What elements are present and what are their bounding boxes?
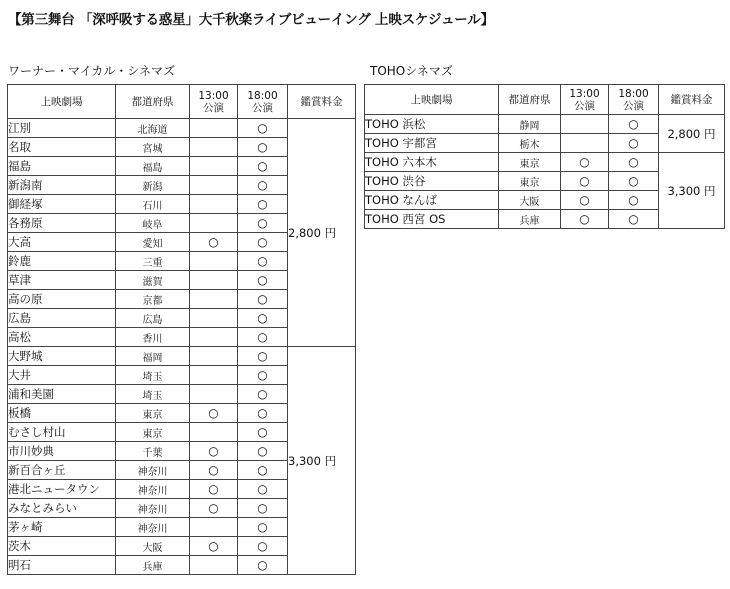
- show-1800-cell: [609, 115, 659, 134]
- show-1300-cell: [190, 271, 238, 290]
- header-theater: 上映劇場: [365, 85, 499, 115]
- show-1800-cell: [238, 366, 288, 385]
- price-cell: 2,800 円: [659, 115, 725, 153]
- table-header-row: [8, 85, 356, 119]
- available-circle-icon: ○: [628, 155, 639, 169]
- show-1800-cell: [238, 176, 288, 195]
- prefecture: 神奈川: [116, 461, 190, 480]
- show-1800-cell: [238, 252, 288, 271]
- show-1800-cell: [609, 134, 659, 153]
- show-1300-cell: [190, 499, 238, 518]
- show-1300-cell: [190, 385, 238, 404]
- prefecture: 栃木: [499, 134, 561, 153]
- show-1300-cell: [190, 119, 238, 138]
- available-circle-icon: ○: [257, 273, 268, 287]
- available-circle-icon: ○: [579, 212, 590, 226]
- page-title: 【第三舞台 「深呼吸する惑星」大千秋楽ライブビューイング 上映スケジュール】: [8, 12, 494, 28]
- prefecture: 香川: [116, 328, 190, 347]
- available-circle-icon: ○: [257, 558, 268, 572]
- theater-name: 広島: [8, 309, 116, 328]
- available-circle-icon: ○: [628, 212, 639, 226]
- show-1800-cell: [238, 556, 288, 575]
- prefecture: 北海道: [116, 119, 190, 138]
- theater-name: 板橋: [8, 404, 116, 423]
- theater-name: TOHO なんば: [365, 191, 499, 210]
- show-1800-cell: [238, 195, 288, 214]
- show-1300-cell: [190, 347, 238, 366]
- available-circle-icon: ○: [257, 121, 268, 135]
- header-show-1800: [238, 85, 288, 119]
- show-1300-cell: [190, 461, 238, 480]
- available-circle-icon: ○: [579, 155, 590, 169]
- show-1800-cell: [238, 461, 288, 480]
- available-circle-icon: ○: [257, 330, 268, 344]
- available-circle-icon: ○: [628, 136, 639, 150]
- theater-name: 市川妙典: [8, 442, 116, 461]
- show-1300-cell: [190, 404, 238, 423]
- show-1800-cell: [238, 290, 288, 309]
- table-row: [365, 115, 725, 134]
- header-price: 鑑賞料金: [659, 85, 725, 115]
- header-price: 鑑賞料金: [288, 85, 356, 119]
- available-circle-icon: ○: [208, 482, 219, 496]
- available-circle-icon: ○: [257, 349, 268, 363]
- theater-name: TOHO 渋谷: [365, 172, 499, 191]
- header-show-1300-time: 13:00: [569, 87, 600, 100]
- available-circle-icon: ○: [257, 387, 268, 401]
- table-row: [8, 347, 356, 366]
- theater-name: 各務原: [8, 214, 116, 233]
- available-circle-icon: ○: [257, 425, 268, 439]
- show-1300-cell: [561, 115, 609, 134]
- price-cell: 2,800 円: [288, 119, 356, 347]
- table-header-row: [365, 85, 725, 115]
- header-show-1300: [190, 85, 238, 119]
- header-show-1300-time: 13:00: [198, 89, 229, 102]
- theater-name: 新潟南: [8, 176, 116, 195]
- header-show-1300: [561, 85, 609, 115]
- prefecture: 兵庫: [116, 556, 190, 575]
- show-1800-cell: [238, 499, 288, 518]
- available-circle-icon: ○: [579, 174, 590, 188]
- price-cell: 3,300 円: [288, 347, 356, 575]
- available-circle-icon: ○: [257, 178, 268, 192]
- prefecture: 京都: [116, 290, 190, 309]
- show-1800-cell: [238, 347, 288, 366]
- prefecture: 千葉: [116, 442, 190, 461]
- show-1300-cell: [190, 252, 238, 271]
- show-1800-cell: [238, 480, 288, 499]
- theater-name: 草津: [8, 271, 116, 290]
- theater-name: むさし村山: [8, 423, 116, 442]
- show-1300-cell: [190, 309, 238, 328]
- header-show-1800: [609, 85, 659, 115]
- available-circle-icon: ○: [579, 193, 590, 207]
- prefecture: 岐阜: [116, 214, 190, 233]
- prefecture: 宮城: [116, 138, 190, 157]
- prefecture: 神奈川: [116, 518, 190, 537]
- show-1300-cell: [190, 195, 238, 214]
- show-1800-cell: [238, 119, 288, 138]
- theater-name: 名取: [8, 138, 116, 157]
- available-circle-icon: ○: [257, 368, 268, 382]
- theater-name: 港北ニュータウン: [8, 480, 116, 499]
- show-1800-cell: [238, 214, 288, 233]
- show-1800-cell: [238, 537, 288, 556]
- theater-name: 鈴鹿: [8, 252, 116, 271]
- header-show-1300-label: 公演: [203, 101, 224, 114]
- show-1800-cell: [238, 385, 288, 404]
- theater-name: 福島: [8, 157, 116, 176]
- show-1800-cell: [238, 309, 288, 328]
- prefecture: 埼玉: [116, 366, 190, 385]
- show-1800-cell: [238, 233, 288, 252]
- theater-name: TOHO 西宮 OS: [365, 210, 499, 229]
- header-theater: 上映劇場: [8, 85, 116, 119]
- theater-name: TOHO 宇都宮: [365, 134, 499, 153]
- show-1300-cell: [190, 157, 238, 176]
- show-1800-cell: [609, 210, 659, 229]
- available-circle-icon: ○: [208, 463, 219, 477]
- header-show-1800-time: 18:00: [618, 87, 649, 100]
- theater-name: 浦和美園: [8, 385, 116, 404]
- show-1300-cell: [561, 191, 609, 210]
- available-circle-icon: ○: [628, 117, 639, 131]
- available-circle-icon: ○: [257, 159, 268, 173]
- show-1300-cell: [190, 366, 238, 385]
- theater-name: 大高: [8, 233, 116, 252]
- available-circle-icon: ○: [628, 193, 639, 207]
- prefecture: 大阪: [499, 191, 561, 210]
- prefecture: 東京: [499, 172, 561, 191]
- available-circle-icon: ○: [257, 444, 268, 458]
- available-circle-icon: ○: [257, 501, 268, 515]
- available-circle-icon: ○: [208, 235, 219, 249]
- available-circle-icon: ○: [208, 406, 219, 420]
- show-1300-cell: [190, 214, 238, 233]
- header-show-1300-label: 公演: [574, 99, 595, 112]
- theater-name: 茨木: [8, 537, 116, 556]
- show-1800-cell: [238, 442, 288, 461]
- prefecture: 福島: [116, 157, 190, 176]
- available-circle-icon: ○: [257, 197, 268, 211]
- show-1300-cell: [190, 556, 238, 575]
- prefecture: 埼玉: [116, 385, 190, 404]
- header-prefecture: 都道府県: [499, 85, 561, 115]
- available-circle-icon: ○: [208, 444, 219, 458]
- toho-section-title: TOHOシネマズ: [370, 64, 453, 78]
- show-1800-cell: [609, 172, 659, 191]
- available-circle-icon: ○: [257, 406, 268, 420]
- prefecture: 大阪: [116, 537, 190, 556]
- show-1300-cell: [190, 442, 238, 461]
- toho-schedule-table: [364, 84, 725, 229]
- available-circle-icon: ○: [257, 254, 268, 268]
- theater-name: 高松: [8, 328, 116, 347]
- show-1300-cell: [190, 518, 238, 537]
- show-1300-cell: [190, 233, 238, 252]
- prefecture: 滋賀: [116, 271, 190, 290]
- warner-schedule-table: [7, 84, 356, 575]
- show-1800-cell: [238, 404, 288, 423]
- prefecture: 東京: [499, 153, 561, 172]
- show-1800-cell: [609, 191, 659, 210]
- show-1800-cell: [238, 328, 288, 347]
- theater-name: 明石: [8, 556, 116, 575]
- prefecture: 神奈川: [116, 499, 190, 518]
- show-1300-cell: [190, 537, 238, 556]
- show-1800-cell: [238, 518, 288, 537]
- warner-section-title: ワーナー・マイカル・シネマズ: [8, 64, 176, 78]
- show-1800-cell: [238, 423, 288, 442]
- prefecture: 石川: [116, 195, 190, 214]
- show-1300-cell: [190, 176, 238, 195]
- available-circle-icon: ○: [628, 174, 639, 188]
- prefecture: 東京: [116, 404, 190, 423]
- theater-name: 新百合ヶ丘: [8, 461, 116, 480]
- available-circle-icon: ○: [257, 235, 268, 249]
- available-circle-icon: ○: [257, 539, 268, 553]
- show-1300-cell: [190, 328, 238, 347]
- available-circle-icon: ○: [257, 216, 268, 230]
- prefecture: 新潟: [116, 176, 190, 195]
- show-1800-cell: [609, 153, 659, 172]
- show-1300-cell: [561, 172, 609, 191]
- prefecture: 静岡: [499, 115, 561, 134]
- header-show-1800-label: 公演: [252, 101, 273, 114]
- available-circle-icon: ○: [208, 539, 219, 553]
- available-circle-icon: ○: [257, 292, 268, 306]
- theater-name: 大野城: [8, 347, 116, 366]
- prefecture: 福岡: [116, 347, 190, 366]
- prefecture: 兵庫: [499, 210, 561, 229]
- header-prefecture: 都道府県: [116, 85, 190, 119]
- show-1300-cell: [190, 138, 238, 157]
- show-1300-cell: [190, 480, 238, 499]
- prefecture: 神奈川: [116, 480, 190, 499]
- show-1300-cell: [561, 134, 609, 153]
- show-1800-cell: [238, 138, 288, 157]
- available-circle-icon: ○: [257, 482, 268, 496]
- available-circle-icon: ○: [257, 140, 268, 154]
- available-circle-icon: ○: [208, 501, 219, 515]
- prefecture: 東京: [116, 423, 190, 442]
- available-circle-icon: ○: [257, 311, 268, 325]
- theater-name: みなとみらい: [8, 499, 116, 518]
- prefecture: 三重: [116, 252, 190, 271]
- theater-name: 江別: [8, 119, 116, 138]
- theater-name: 高の原: [8, 290, 116, 309]
- price-cell: 3,300 円: [659, 153, 725, 229]
- theater-name: TOHO 浜松: [365, 115, 499, 134]
- theater-name: 茅ヶ崎: [8, 518, 116, 537]
- show-1300-cell: [561, 153, 609, 172]
- theater-name: TOHO 六本木: [365, 153, 499, 172]
- table-row: [8, 119, 356, 138]
- prefecture: 広島: [116, 309, 190, 328]
- show-1800-cell: [238, 271, 288, 290]
- show-1300-cell: [190, 290, 238, 309]
- show-1300-cell: [561, 210, 609, 229]
- theater-name: 御経塚: [8, 195, 116, 214]
- show-1800-cell: [238, 157, 288, 176]
- theater-name: 大井: [8, 366, 116, 385]
- available-circle-icon: ○: [257, 463, 268, 477]
- show-1300-cell: [190, 423, 238, 442]
- available-circle-icon: ○: [257, 520, 268, 534]
- table-row: [365, 153, 725, 172]
- header-show-1800-label: 公演: [623, 99, 644, 112]
- header-show-1800-time: 18:00: [247, 89, 278, 102]
- prefecture: 愛知: [116, 233, 190, 252]
